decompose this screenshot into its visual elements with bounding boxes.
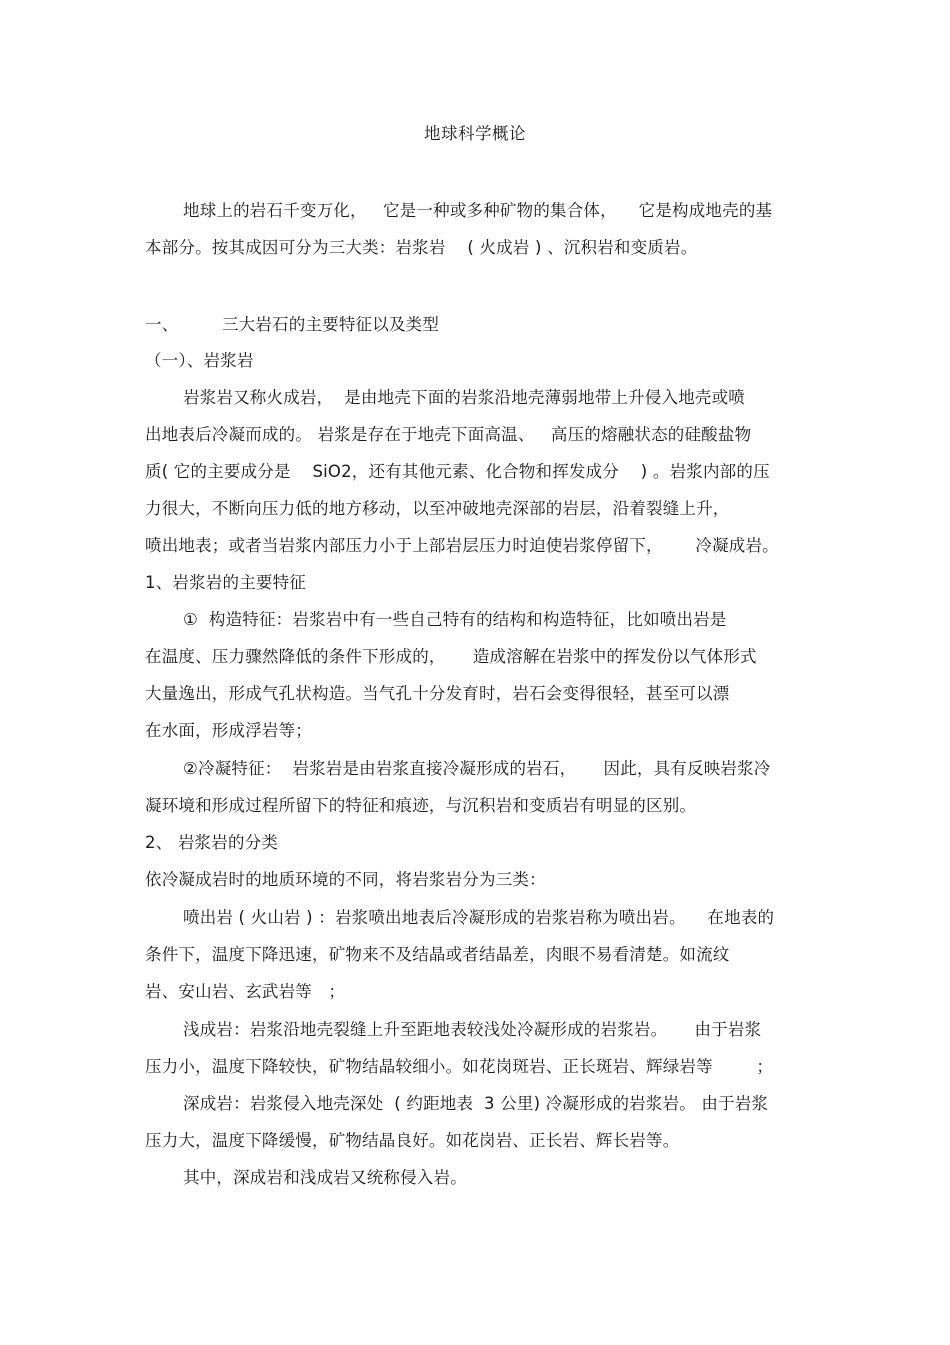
page-title: 地球科学概论 bbox=[424, 124, 526, 143]
paragraph-line: 其中，深成岩和浅成岩又统称侵入岩。 bbox=[183, 1168, 467, 1187]
section-heading: 一、 三大岩石的主要特征以及类型 bbox=[145, 315, 440, 334]
paragraph-line: 出地表后冷凝而成的。 岩浆是存在于地壳下面高温、 高压的熔融状态的硅酸盐物 bbox=[145, 425, 752, 444]
paragraph-line: 在温度、压力骤然降低的条件下形成的， 造成溶解在岩浆中的挥发份以气体形式 bbox=[145, 647, 757, 666]
paragraph-line: 深成岩：岩浆侵入地壳深处 ( 约距地表 3 公里) 冷凝形成的岩浆岩。 由于岩浆 bbox=[183, 1094, 769, 1113]
paragraph-line: 大量逸出，形成气孔状构造。当气孔十分发育时，岩石会变得很轻，甚至可以漂 bbox=[145, 684, 730, 703]
paragraph-line: 本部分。按其成因可分为三大类：岩浆岩 ( 火成岩 ) 、沉积岩和变质岩。 bbox=[145, 238, 698, 257]
paragraph-line: 依冷凝成岩时的地质环境的不同，将岩浆岩分为三类： bbox=[145, 870, 546, 889]
paragraph-line: 地球上的岩石千变万化， 它是一种或多种矿物的集合体， 它是构成地壳的基 bbox=[183, 201, 773, 220]
paragraph-line: 喷出岩 ( 火山岩 ) ：岩浆喷出地表后冷凝形成的岩浆岩称为喷出岩。 在地表的 bbox=[183, 908, 775, 927]
section-heading: 1、岩浆岩的主要特征 bbox=[145, 573, 306, 592]
paragraph-line: 喷出地表；或者当岩浆内部压力小于上部岩层压力时迫使岩浆停留下， 冷凝成岩。 bbox=[145, 536, 779, 555]
paragraph-line: 岩浆岩又称火成岩， 是由地壳下面的岩浆沿地壳薄弱地带上升侵入地壳或喷 bbox=[183, 388, 745, 407]
paragraph-line: 浅成岩：岩浆沿地壳裂缝上升至距地表较浅处冷凝形成的岩浆岩。 由于岩浆 bbox=[183, 1020, 762, 1039]
section-heading: 2、 岩浆岩的分类 bbox=[145, 833, 279, 852]
paragraph-line: 条件下，温度下降迅速，矿物来不及结晶或者结晶差，肉眼不易看清楚。如流纹 bbox=[145, 945, 730, 964]
paragraph-line: 岩、安山岩、玄武岩等 ； bbox=[145, 982, 346, 1001]
paragraph-line: ① 构造特征：岩浆岩中有一些自己特有的结构和构造特征，比如喷出岩是 bbox=[183, 610, 727, 629]
paragraph-line: 压力大，温度下降缓慢，矿物结晶良好。如花岗岩、正长岩、辉长岩等。 bbox=[145, 1131, 680, 1150]
paragraph-line: 凝环境和形成过程所留下的特征和痕迹，与沉积岩和变质岩有明显的区别。 bbox=[145, 796, 697, 815]
paragraph-line: 力很大，不断向压力低的地方移动，以至冲破地壳深部的岩层，沿着裂缝上升， bbox=[145, 499, 730, 518]
subsection-heading: （一）、岩浆岩 bbox=[145, 351, 254, 370]
paragraph-line: 压力小，温度下降较快，矿物结晶较细小。如花岗斑岩、正长斑岩、辉绿岩等 ； bbox=[145, 1057, 774, 1076]
paragraph-line: ②冷凝特征： 岩浆岩是由岩浆直接冷凝形成的岩石， 因此，具有反映岩浆冷 bbox=[183, 759, 771, 778]
paragraph-line: 质( 它的主要成分是 SiO2，还有其他元素、化合物和挥发成分 ) 。岩浆内部的压 bbox=[145, 462, 770, 481]
paragraph-line: 在水面，形成浮岩等； bbox=[145, 721, 312, 740]
